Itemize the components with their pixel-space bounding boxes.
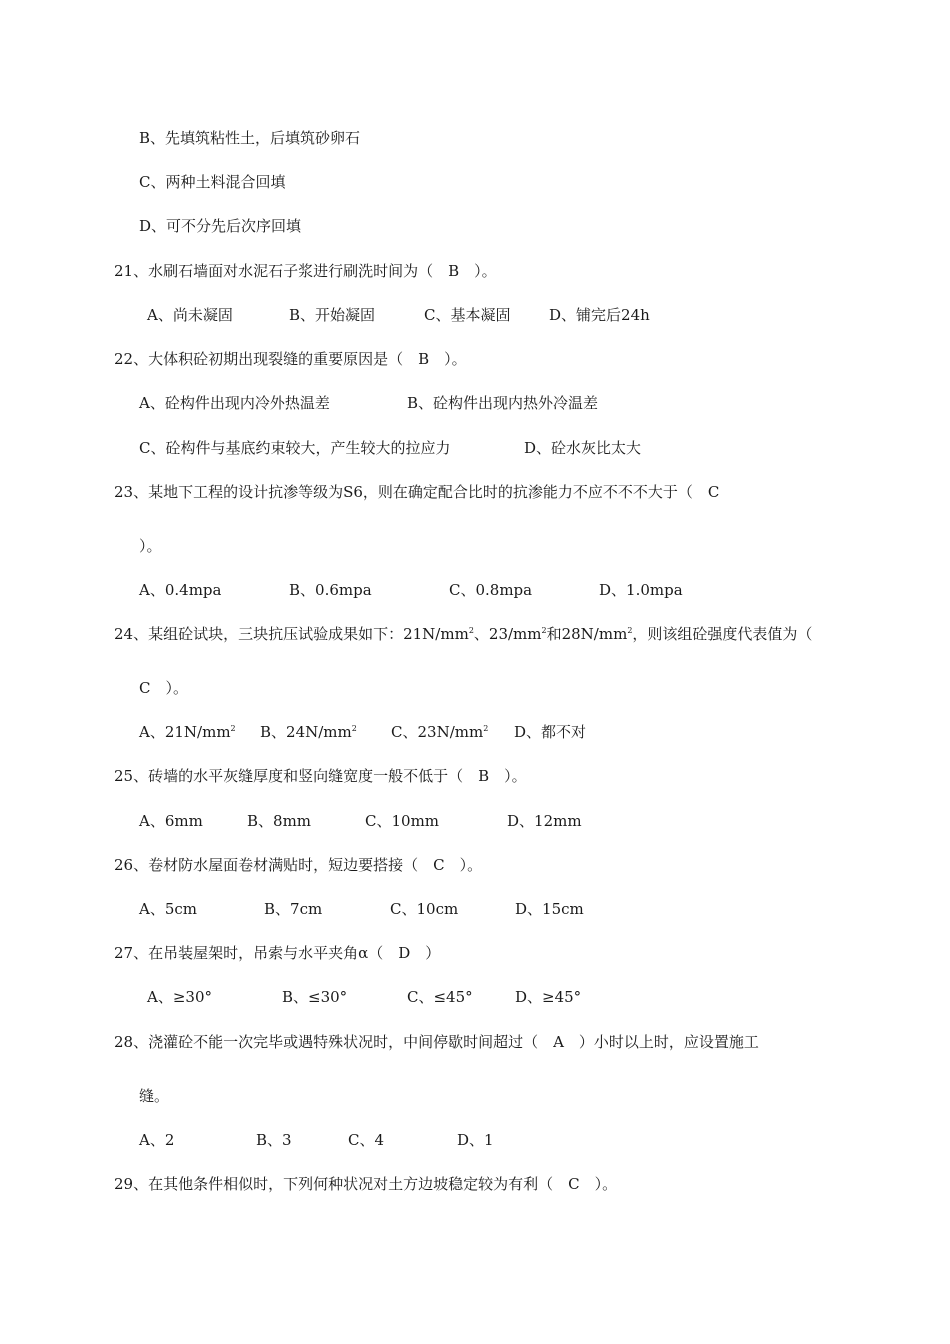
q21-option-c: C、基本凝固 bbox=[424, 306, 511, 324]
q28-option-b: B、3 bbox=[256, 1131, 292, 1149]
q25-option-b: B、8mm bbox=[247, 812, 312, 830]
q27-option-d: D、≥45° bbox=[515, 988, 582, 1006]
q25-option-c: C、10mm bbox=[365, 812, 440, 830]
question-23: 23、某地下工程的设计抗渗等级为S6，则在确定配合比时的抗渗能力不应不不不大于（ C bbox=[114, 483, 720, 501]
q27-option-c: C、≤45° bbox=[407, 988, 473, 1006]
q28-option-c: C、4 bbox=[348, 1131, 385, 1149]
q28-option-a: A、2 bbox=[139, 1131, 175, 1149]
q26-option-a: A、5cm bbox=[139, 900, 198, 918]
q22-option-d: D、砼水灰比太大 bbox=[524, 439, 642, 457]
q27-option-a: A、≥30° bbox=[147, 988, 212, 1006]
q27-option-b: B、≤30° bbox=[282, 988, 348, 1006]
option-d-line: D、可不分先后次序回填 bbox=[139, 217, 302, 235]
q25-option-d: D、12mm bbox=[507, 812, 582, 830]
q23-option-c: C、0.8mpa bbox=[449, 581, 533, 599]
question-28: 28、浇灌砼不能一次完毕或遇特殊状况时，中间停歇时间超过（ A ）小时以上时，应设置施工 bbox=[114, 1033, 759, 1051]
q25-option-a: A、6mm bbox=[139, 812, 203, 830]
q22-option-a: A、砼构件出现内冷外热温差 bbox=[139, 394, 330, 412]
q24-option-c: C、$23N/mm^2$ bbox=[391, 723, 489, 741]
question-28-continued: 缝。 bbox=[139, 1087, 170, 1105]
q23-option-a: A、0.4mpa bbox=[139, 581, 222, 599]
option-c-line: C、两种土料混合回填 bbox=[139, 173, 286, 191]
q24-option-a: A、$21N/mm^2$ bbox=[139, 723, 236, 741]
q26-option-b: B、7cm bbox=[264, 900, 323, 918]
question-22: 22、大体积砼初期出现裂缝的重要原因是（ B ）。 bbox=[114, 350, 467, 368]
q21-option-a: A、尚未凝固 bbox=[147, 306, 233, 324]
question-25: 25、砖墙的水平灰缝厚度和竖向缝宽度一般不低于（ B ）。 bbox=[114, 767, 527, 785]
q22-option-c: C、砼构件与基底约束较大，产生较大的拉应力 bbox=[139, 439, 451, 457]
q24-option-d: D、都不对 bbox=[514, 723, 587, 741]
q23-option-b: B、0.6mpa bbox=[289, 581, 372, 599]
q23-option-d: D、1.0mpa bbox=[599, 581, 683, 599]
q21-option-b: B、开始凝固 bbox=[289, 306, 376, 324]
q21-option-d: D、铺完后24h bbox=[549, 306, 650, 324]
question-23-continued: ）。 bbox=[139, 537, 162, 555]
q26-option-d: D、15cm bbox=[515, 900, 584, 918]
q22-option-b: B、砼构件出现内热外冷温差 bbox=[407, 394, 599, 412]
question-26: 26、卷材防水屋面卷材满贴时，短边要搭接（ C ）。 bbox=[114, 856, 483, 874]
question-29: 29、在其他条件相似时，下列何种状况对土方边坡稳定较为有利（ C ）。 bbox=[114, 1175, 618, 1193]
question-24-continued: C ）。 bbox=[139, 679, 188, 697]
question-24: 24、某组砼试块，三块抗压试验成果如下：$21N/mm^2$、$23/mm^2$和$28N/mm^2$，则该组砼强度代表值为（ bbox=[114, 625, 813, 643]
q24-option-b: B、$24N/mm^2$ bbox=[260, 723, 357, 741]
q26-option-c: C、10cm bbox=[390, 900, 459, 918]
q28-option-d: D、1 bbox=[457, 1131, 494, 1149]
question-27: 27、在吊装屋架时，吊索与水平夹角α（ D ） bbox=[114, 944, 441, 962]
option-b-line: B、先填筑粘性土，后填筑砂卵石 bbox=[139, 129, 361, 147]
question-21: 21、水刷石墙面对水泥石子浆进行刷洗时间为（ B ）。 bbox=[114, 262, 497, 280]
